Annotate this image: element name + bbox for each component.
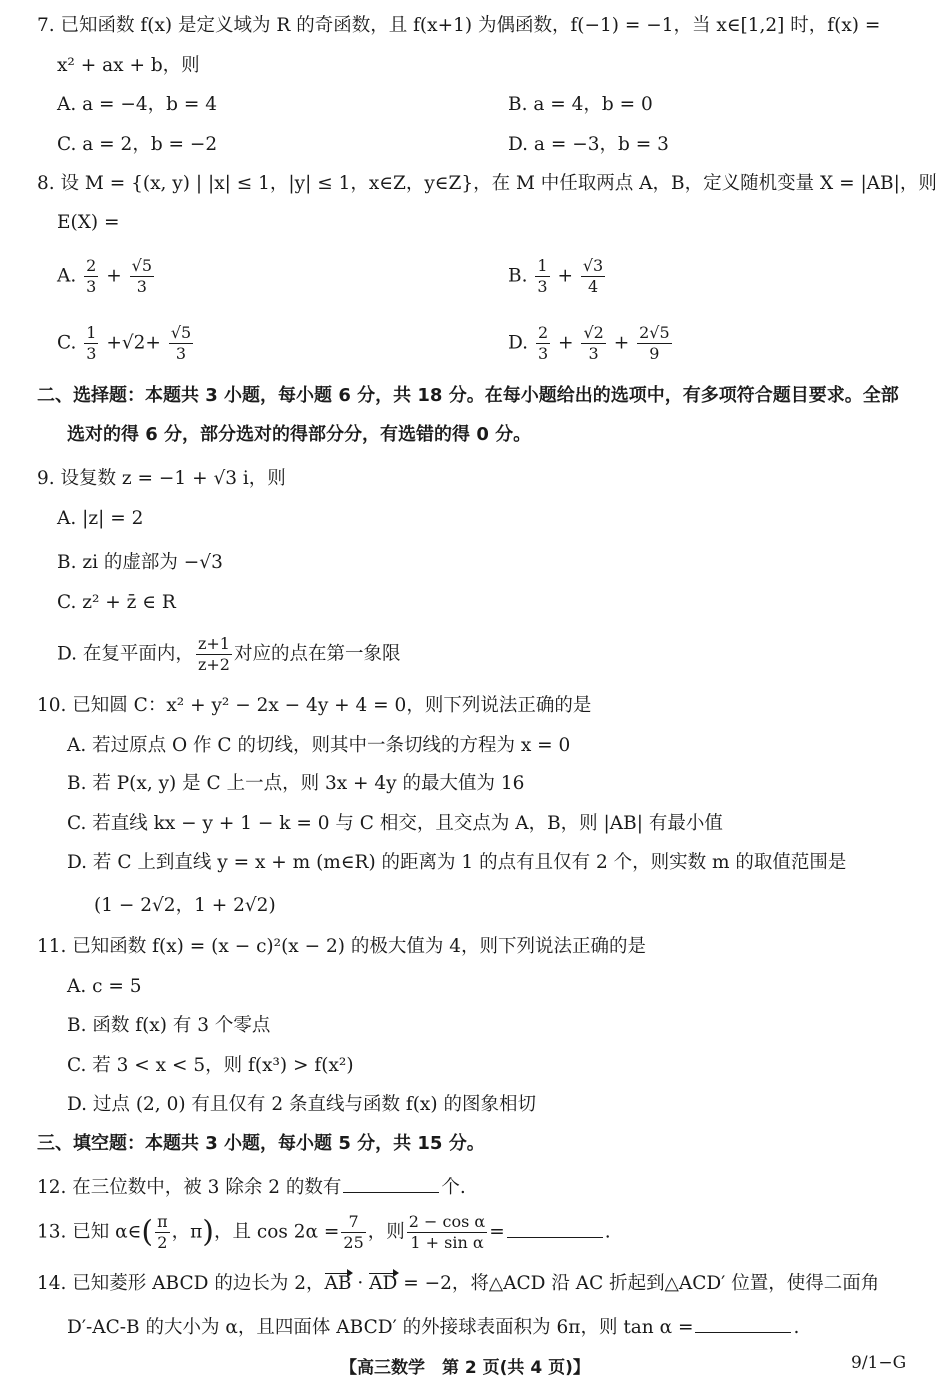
page-footer-code: 9/1−G [851, 1353, 907, 1373]
q8-option-d: D. $\frac{2}{3}$ + $\frac{√2}{3}$ + $\frac{2√5}{9}$ [508, 323, 670, 363]
q14-answer-blank [695, 1312, 791, 1333]
q9-option-a: A. |z| = 2 [57, 508, 144, 529]
q11-option-c: C. 若 3 < x < 5，则 f(x³) > f(x²) [67, 1055, 354, 1076]
q13-stem: 13. 已知 α∈( $\frac{\pi}{2}$ ，π)，且 cos 2α = $\frac{7}{25}$ ，则 $\frac{\text{2 − cos α}}{\text{1 + sin α}}$ = . [37, 1212, 611, 1252]
vector-ad: AD [369, 1273, 398, 1294]
q11-option-b: B. 函数 f(x) 有 3 个零点 [67, 1015, 271, 1036]
q14-stem-line1: 14. 已知菱形 ABCD 的边长为 2，AB · AD = −2，将△ACD 沿 AC 折起到△ACD′ 位置，使得二面角 [37, 1273, 880, 1294]
q13-answer-blank [507, 1217, 603, 1238]
q7-stem-line2: x² + ax + b，则 [57, 55, 200, 76]
q12-answer-blank [343, 1172, 439, 1193]
q10-stem: 10. 已知圆 C：x² + y² − 2x − 4y + 4 = 0，则下列说法正确的是 [37, 695, 592, 716]
q11-option-a: A. c = 5 [67, 976, 142, 997]
q7-option-c: C. a = 2，b = −2 [57, 134, 218, 155]
section2-heading-line2: 选对的得 6 分，部分选对的得部分分，有选错的得 0 分。 [67, 424, 532, 445]
q7-option-b: B. a = 4，b = 0 [508, 94, 653, 115]
q7-option-d: D. a = −3，b = 3 [508, 134, 669, 155]
q12-stem: 12. 在三位数中，被 3 除余 2 的数有 个. [37, 1172, 466, 1200]
section2-heading-line1: 二、选择题：本题共 3 小题，每小题 6 分，共 18 分。在每小题给出的选项中，有多项符合题目要求。全部 [37, 385, 899, 406]
q9-option-c: C. z² + z̄ ∈ R [57, 592, 176, 613]
q8-stem-line1: 8. 设 M = {(x, y) | |x| ≤ 1，|y| ≤ 1，x∈Z，y∈Z}，在 M 中任取两点 A，B，定义随机变量 X = |AB|，则 [37, 173, 937, 194]
q9-stem: 9. 设复数 z = −1 + √3 i，则 [37, 468, 286, 489]
q8-stem-line2: E(X) = [57, 212, 120, 233]
q9-option-d: D. 在复平面内， $\frac{z+1}{z+2}$ 对应的点在第一象限 [57, 634, 401, 674]
q10-option-b: B. 若 P(x, y) 是 C 上一点，则 3x + 4y 的最大值为 16 [67, 773, 525, 794]
page-footer-title: 【高三数学 第 2 页(共 4 页)】 [340, 1358, 590, 1378]
q10-option-d-line2: (1 − 2√2，1 + 2√2) [94, 895, 276, 916]
q11-stem: 11. 已知函数 f(x) = (x − c)²(x − 2) 的极大值为 4，则下列说法正确的是 [37, 936, 647, 957]
q10-option-d-line1: D. 若 C 上到直线 y = x + m (m∈R) 的距离为 1 的点有且仅有 2 个，则实数 m 的取值范围是 [67, 852, 847, 873]
q14-stem-line2: D′-AC-B 的大小为 α，且四面体 ABCD′ 的外接球表面积为 6π，则 tan α = . [67, 1312, 799, 1340]
q7-option-a: A. a = −4，b = 4 [57, 94, 218, 115]
vector-ab: AB [324, 1273, 352, 1294]
section3-heading: 三、填空题：本题共 3 小题，每小题 5 分，共 15 分。 [37, 1133, 485, 1154]
q8-option-c: C. $\frac{1}{3}$ +√2+ $\frac{√5}{3}$ [57, 323, 192, 363]
q10-option-c: C. 若直线 kx − y + 1 − k = 0 与 C 相交，且交点为 A，B，则 |AB| 有最小值 [67, 813, 723, 834]
q10-option-a: A. 若过原点 O 作 C 的切线，则其中一条切线的方程为 x = 0 [67, 735, 571, 756]
q9-option-b: B. zi 的虚部为 −√3 [57, 552, 223, 573]
q7-stem-line1: 7. 已知函数 f(x) 是定义域为 R 的奇函数，且 f(x+1) 为偶函数，f(−1) = −1，当 x∈[1,2] 时，f(x) = [37, 15, 881, 36]
q8-option-a: A. $\frac{2}{3}$ + $\frac{√5}{3}$ [57, 256, 152, 296]
q11-option-d: D. 过点 (2, 0) 有且仅有 2 条直线与函数 f(x) 的图象相切 [67, 1094, 536, 1115]
q8-option-b: B. $\frac{1}{3}$ + $\frac{√3}{4}$ [508, 256, 604, 296]
